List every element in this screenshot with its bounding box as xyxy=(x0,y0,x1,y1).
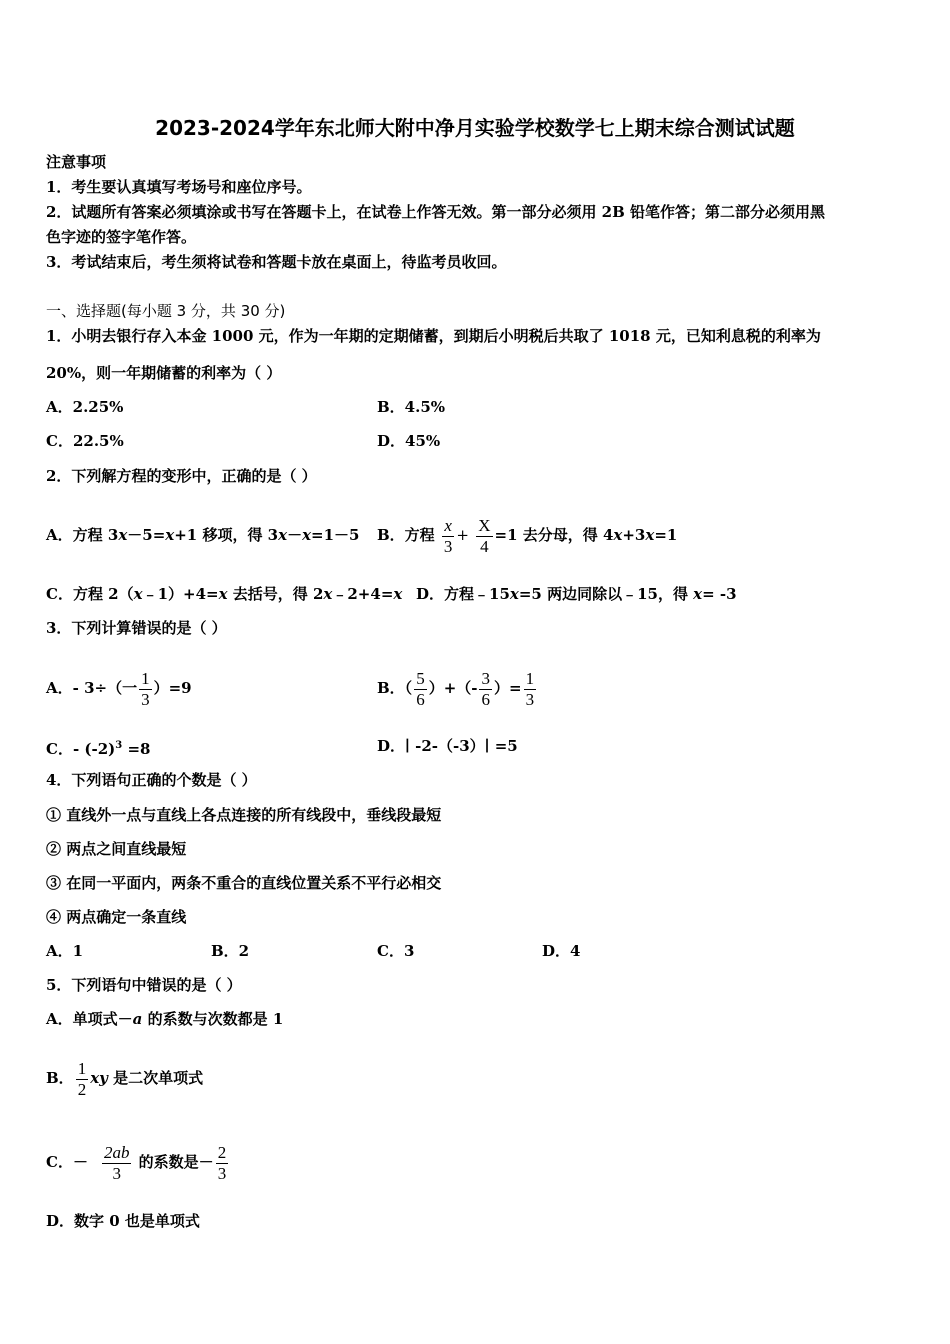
q5-option-c: C．－ $\frac{2ab}{3}$ 的系数是－ $\frac{2}{3}$ xyxy=(46,1142,227,1183)
fraction: $\frac{2ab}{3}$ xyxy=(103,1142,130,1183)
q1-option-c: C．22.5% xyxy=(46,432,124,450)
q4-stem: 4．下列语句正确的个数是（ ） xyxy=(46,771,257,789)
q4-statement-1: ① 直线外一点与直线上各点连接的所有线段中，垂线段最短 xyxy=(46,806,442,824)
q1-stem: 1．小明去银行存入本金 1000 元，作为一年期的定期储蓄，到期后小明税后共取了 1018 元，已知利息税的利率为 xyxy=(46,327,821,345)
q3-option-a: A．- 3÷（一 $\frac{1}{3}$ ）=9 xyxy=(46,668,192,709)
q5-option-b: B． $\frac{1}{2}$ xy 是二次单项式 xyxy=(46,1058,204,1099)
fraction: $\frac{5}{6}$ xyxy=(416,668,425,709)
q4-option-d: D．4 xyxy=(542,942,581,960)
fraction: $\frac{2}{3}$ xyxy=(217,1142,227,1183)
q2-stem: 2．下列解方程的变形中，正确的是（ ） xyxy=(46,467,317,485)
notes-item-2: 2．试题所有答案必须填涂或书写在答题卡上，在试卷上作答无效。第一部分必须用 2B 铅笔作答；第二部分必须用黑 xyxy=(46,203,826,221)
notes-item-2-cont: 色字迹的签字笔作答。 xyxy=(46,228,197,246)
q3-option-c: C．- $(-2)^3 =8$ xyxy=(46,740,151,758)
fraction: $\frac{X}{4}$ xyxy=(478,515,491,556)
q5-stem: 5．下列语句中错误的是（ ） xyxy=(46,976,242,994)
q5-option-d: D．数字 0 也是单项式 xyxy=(46,1212,200,1230)
q2-option-d: D．方程﹣15x=5 两边同除以﹣15，得 x= -3 xyxy=(416,585,737,603)
q1-stem-cont: 20%，则一年期储蓄的利率为（ ） xyxy=(46,364,282,382)
q2-option-c: C．方程 2（x﹣1）+4=x 去括号，得 2x﹣2+4=x xyxy=(46,585,403,603)
notes-heading: 注意事项 xyxy=(46,153,107,171)
page-title: 2023-2024学年东北师大附中净月实验学校数学七上期末综合测试试题 xyxy=(155,116,795,140)
q1-option-d: D．45% xyxy=(377,432,441,450)
q4-option-a: A．1 xyxy=(46,942,84,960)
q1-option-b: B．4.5% xyxy=(377,398,446,416)
section-heading: 一、选择题(每小题 3 分，共 30 分) xyxy=(46,302,286,320)
q3-option-d: D．∣ -2-（-3）∣ =5 xyxy=(377,737,518,755)
q5-option-a: A．单项式－a 的系数与次数都是 1 xyxy=(46,1010,284,1028)
fraction: $\frac{3}{6}$ xyxy=(481,668,490,709)
fraction: $\frac{x}{3}$ xyxy=(443,515,453,556)
notes-item-3: 3．考试结束后，考生须将试卷和答题卡放在桌面上，待监考员收回。 xyxy=(46,253,507,271)
q4-option-b: B．2 xyxy=(211,942,250,960)
q2-option-b: B．方程 $\frac{x}{3}$ + $\frac{X}{4}$ =1 去分母，得 4x+3x=1 xyxy=(377,515,678,556)
q4-statement-3: ③ 在同一平面内，两条不重合的直线位置关系不平行必相交 xyxy=(46,874,442,892)
q4-option-c: C．3 xyxy=(377,942,415,960)
q3-stem: 3．下列计算错误的是（ ） xyxy=(46,619,227,637)
q1-option-a: A．2.25% xyxy=(46,398,124,416)
q2-option-a: A．方程 3x－5=x+1 移项，得 3x－x=1－5 xyxy=(46,526,360,544)
notes-item-1: 1．考生要认真填写考场号和座位序号。 xyxy=(46,178,312,196)
fraction: $\frac{1}{3}$ xyxy=(525,668,535,709)
fraction: $\frac{1}{3}$ xyxy=(141,668,150,709)
q3-option-b: B．（ $\frac{5}{6}$ ）+（- $\frac{3}{6}$ ）= $\frac{1}{3}$ xyxy=(377,668,535,709)
fraction: $\frac{1}{2}$ xyxy=(77,1058,87,1099)
q4-statement-2: ② 两点之间直线最短 xyxy=(46,840,187,858)
q4-statement-4: ④ 两点确定一条直线 xyxy=(46,908,187,926)
